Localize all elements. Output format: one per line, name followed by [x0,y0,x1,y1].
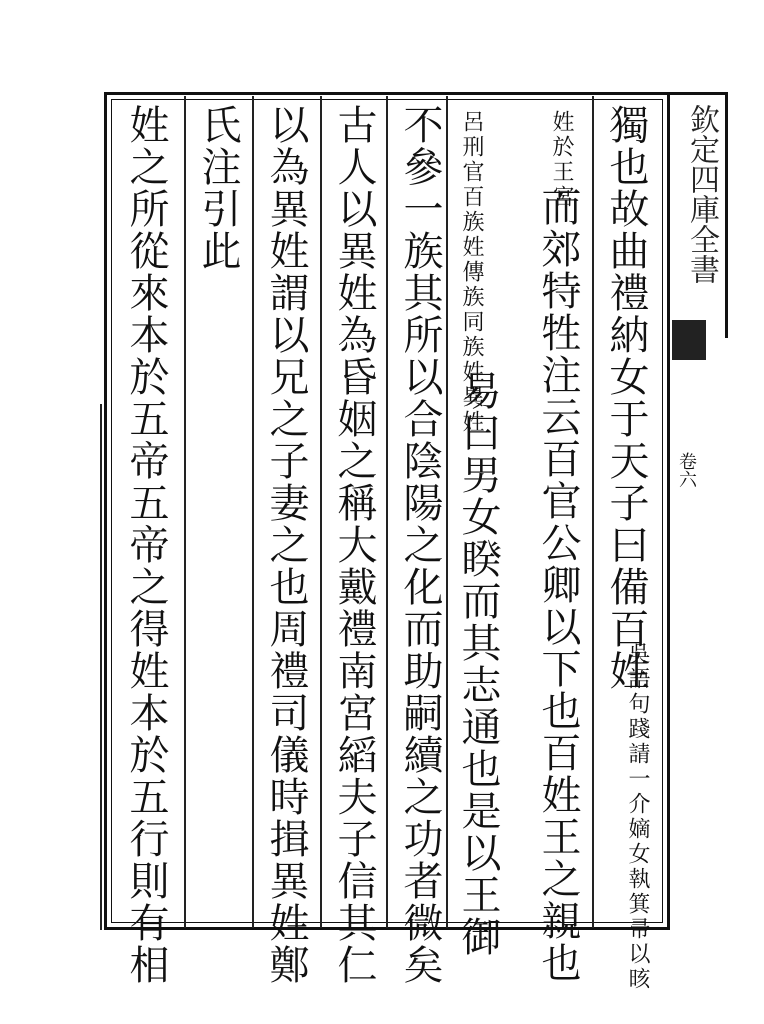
text-column-3: 易曰男女睽而其志通也是以王御 [455,370,501,958]
text-column-6: 以為異姓謂以兄之子妻之也周禮司儀時揖異姓鄭 [263,104,309,986]
annotation-column-3: 呂刑官百族姓傳族同族姓異姓 [459,110,484,435]
text-column-1: 獨也故曲禮納女于天子曰備百姓 [603,104,649,692]
text-column-8: 姓之所從來本於五帝五帝之得姓本於五行則有相 [123,104,169,986]
column-rule [320,96,322,928]
text-column-7: 氏注引此 [195,104,241,272]
annotation-column-2: 姓於王宮 [549,110,574,210]
text-column-4: 不參一族其所以合陰陽之化而助嗣續之功者微矣 [397,104,443,986]
column-rule [386,96,388,928]
text-column-5: 古人以異姓為昏姻之稱大戴禮南宮縚夫子信其仁 [331,104,377,986]
annotation-column-1: 吳語句踐請一介嫡女執箕帚以晐 [625,642,650,992]
column-rule [184,96,186,928]
binding-edge [100,404,102,930]
volume-label: 卷六 [676,452,697,488]
column-rule [252,96,254,928]
text-column-2: 而郊特牲注云百官公卿以下也百姓王之親也 [535,186,581,984]
fishtail-mark-icon [672,320,706,360]
margin-title: 欽定四庫全書 [684,104,719,284]
column-rule [446,96,448,928]
column-rule [592,96,594,928]
